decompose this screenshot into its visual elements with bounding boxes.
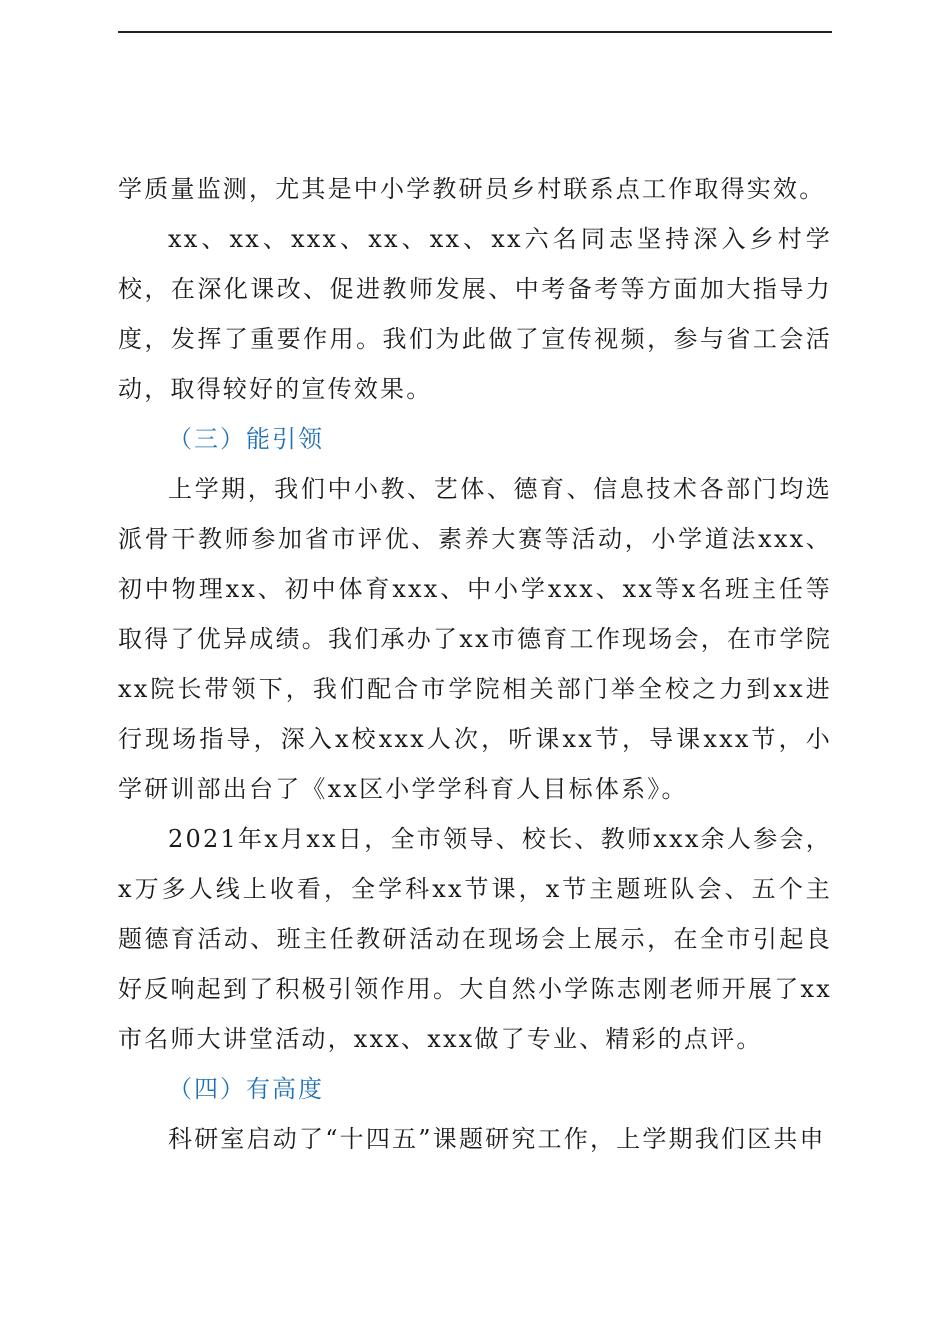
paragraph-research: 科研室启动了“十四五”课题研究工作，上学期我们区共申	[168, 1125, 826, 1153]
paragraph-conference: 2021年x月xx日，全市领导、校长、教师xxx余人参会，x万多人线上收看，全学科xx节课，x节主题班队会、五个主题德育活动、班主任教研活动在现场会上展示，在全市引起良好反响起到了积极引领作用。大自然小学陈志刚老师开展了xx市名师大讲堂活动，xxx、xxx做了专业、精彩的点评。	[118, 825, 832, 1053]
section-heading-4: （四）有高度	[168, 1075, 324, 1103]
paragraph-continuation: 学质量监测，尤其是中小学教研员乡村联系点工作取得实效。	[118, 175, 826, 203]
paragraph-rural-schools: xx、xx、xxx、xx、xx、xx六名同志坚持深入乡村学校，在深化课改、促进教师发展、中考备考等方面加大指导力度，发挥了重要作用。我们为此做了宣传视频，参与省工会活动，取得较好的宣传效果。	[118, 225, 832, 403]
section-heading-3: （三）能引领	[168, 425, 324, 453]
paragraph-leadership: 上学期，我们中小教、艺体、德育、信息技术各部门均选派骨干教师参加省市评优、素养大赛等活动，小学道法xxx、初中物理xx、初中体育xxx、中小学xxx、xx等x名班主任等取得了优异成绩。我们承办了xx市德育工作现场会，在市学院xx院长带领下，我们配合市学院相关部门举全校之力到xx进行现场指导，深入x校xxx人次，听课xx节，导课xxx节，小学研训部出台了《xx区小学学科育人目标体系》。	[118, 475, 832, 803]
header-rule	[118, 31, 832, 33]
document-body	[118, 164, 832, 1164]
